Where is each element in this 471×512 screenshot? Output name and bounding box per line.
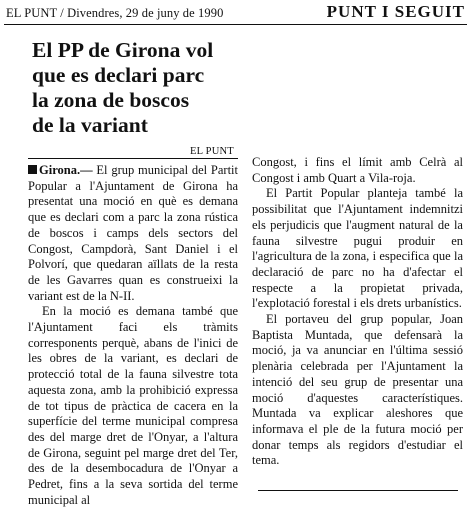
byline: EL PUNT: [190, 146, 234, 157]
square-bullet-icon: [28, 165, 37, 174]
paragraph-1-text: El grup municipal del Partit Popular a l'Ajuntament de Girona ha presentat una moció en què es demana que es declari com a parc la zona rústica de boscos i camps dels sectors del Congost, Campdorà, Sant Daniel i el Polvorí, que quedaran aïllats de la resta de les Gavarres quan es construeixi la variant est de la N-II.: [28, 163, 238, 303]
newspaper-header: [4, 2, 467, 25]
issue-line: EL PUNT / Divendres, 29 de juny de 1990: [6, 6, 224, 20]
dateline-place: Girona.—: [39, 163, 93, 177]
headline-line-4: de la variant: [32, 113, 148, 137]
paragraph-4: El portaveu del grup popular, Joan Baptista Muntada, que defensarà la moció, ja va anunciar en l'última sessió plenària celebrada per l'Ajuntament la intenció del seu grup de presentar una moció d'aquestes característiques. Muntada va explicar aleshores que informava el ple de la futura moció per donar temps als regidors d'estudiar el tema.: [252, 312, 463, 468]
paragraph-1: [28, 163, 238, 304]
paragraph-3: El Partit Popular planteja també la possibilitat que l'Ajuntament indemnitzi els perjudicis que l'augment natural de la fauna silvestre pugui produir en l'agricultura de la zona, i especifica que la declaració de parc no ha d'afectar el respecte a la propietat privada, l'explotació forestal i els drets urbanístics.: [252, 186, 463, 311]
paragraph-2: En la moció es demana també que l'Ajuntament faci els tràmits corresponents perquè, abans de l'inici de les obres de la variant, es declari de protecció total de la fauna silvestre tota aquesta zona, amb la prohibició expressa de tot tipus de pràctica de cacera en la superfície del terme municipal compresa des del marge dret de l'Onyar, a l'altura de Girona, seguint pel marge dret del Ter, des de la desembocadura de l'Onyar a Pedret, fins a la seva sortida del terme municipal al: [28, 304, 238, 507]
article-column-1: [28, 163, 238, 508]
headline: [32, 38, 312, 138]
article-end-rule: [258, 490, 458, 491]
byline-rule: [28, 158, 238, 159]
article-column-2: [252, 155, 463, 469]
headline-line-3: la zona de boscos: [32, 88, 190, 112]
headline-line-1: El PP de Girona vol: [32, 38, 214, 62]
section-title: PUNT I SEGUIT: [326, 2, 465, 21]
headline-line-2: que es declari parc: [32, 63, 205, 87]
paragraph-2-continued: Congost, i fins el límit amb Celrà al Congost i amb Quart a Vila-roja.: [252, 155, 463, 185]
